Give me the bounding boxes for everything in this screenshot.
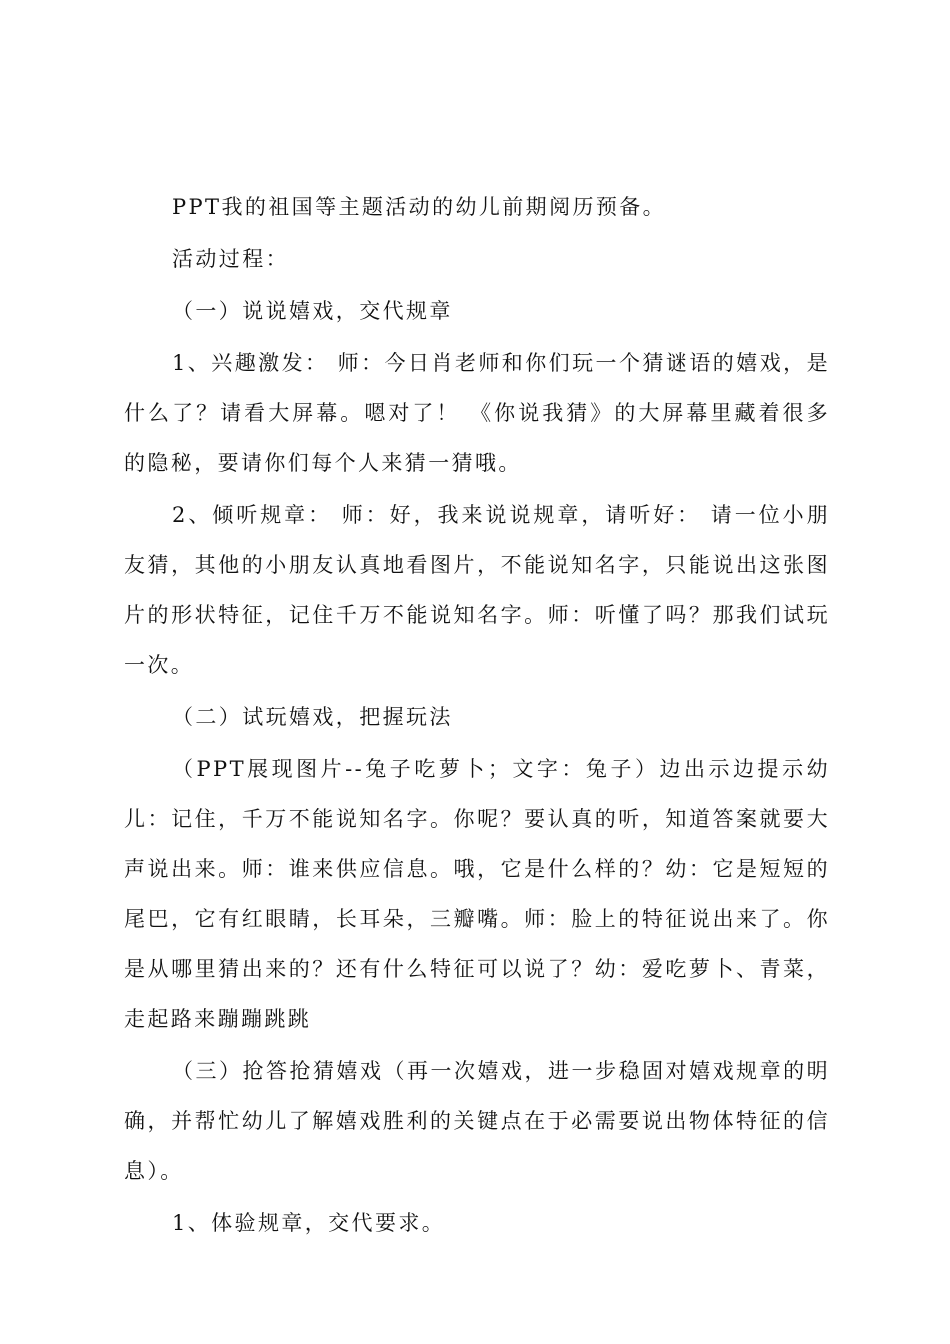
paragraph-rules: 2、倾听规章： 师：好，我来说说规章，请听好： 请一位小朋友猜，其他的小朋友认真地看图片，不能说知名字，只能说出这张图片的形状特征，记住千万不能说知名字。师：听懂了吗？那我们试玩一次。 bbox=[124, 503, 830, 677]
section-heading-1: （一）说说嬉戏，交代规章 bbox=[172, 299, 453, 323]
paragraph-experience-rules: 1、体验规章，交代要求。 bbox=[172, 1211, 446, 1235]
paragraph-process-heading: 活动过程： bbox=[172, 247, 289, 271]
paragraph-materials: PPT我的祖国等主题活动的幼儿前期阅历预备。 bbox=[172, 195, 667, 219]
section-heading-2: （二）试玩嬉戏，把握玩法 bbox=[172, 705, 453, 729]
paragraph-trial: （PPT展现图片--兔子吃萝卜；文字：兔子）边出示边提示幼儿：记住，千万不能说知名字。你呢？要认真的听，知道答案就要大声说出来。师：谁来供应信息。哦，它是什么样的？幼：它是短短的尾巴，它有红眼睛，长耳朵，三瓣嘴。师：脸上的特征说出来了。你是从哪里猜出来的？还有什么特征可以说了？幼：爱吃萝卜、青菜，走起路来蹦蹦跳跳 bbox=[124, 757, 830, 1031]
document-body bbox=[124, 182, 830, 1250]
paragraph-interest: 1、兴趣激发： 师：今日肖老师和你们玩一个猜谜语的嬉戏，是什么了？请看大屏幕。嗯对了！ 《你说我猜》的大屏幕里藏着很多的隐秘，要请你们每个人来猜一猜哦。 bbox=[124, 351, 830, 475]
section-heading-3: （三）抢答抢猜嬉戏（再一次嬉戏，进一步稳固对嬉戏规章的明确，并帮忙幼儿了解嬉戏胜利的关键点在于必需要说出物体特征的信息）。 bbox=[124, 1059, 830, 1183]
